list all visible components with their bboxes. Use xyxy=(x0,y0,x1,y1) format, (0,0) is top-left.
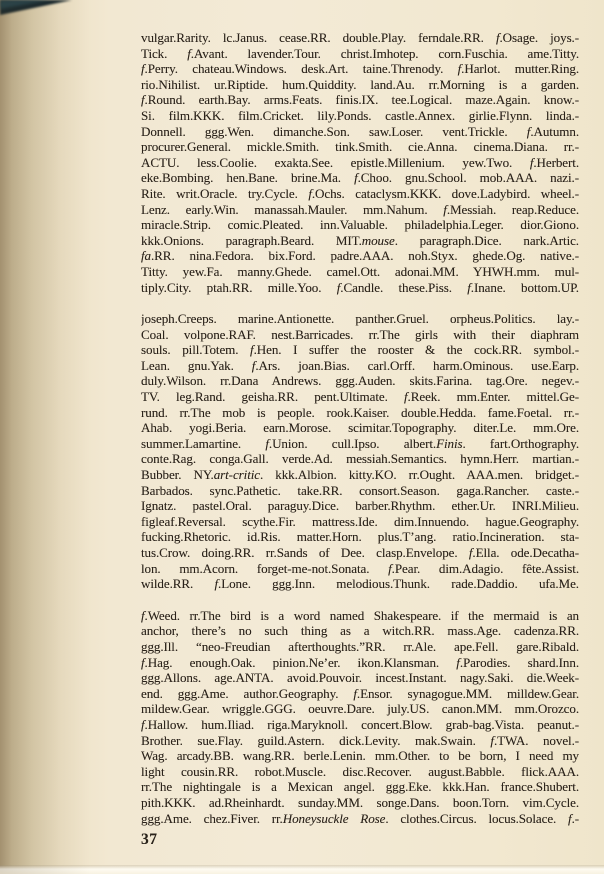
text-line: ACTU. less.Coolie. exakta.See. epistle.Millenium. yew.Two. f.Herbert. xyxy=(141,154,579,170)
text-line: anchor, there’s no such thing as a witch.RR. mass.Age. cadenza.RR. xyxy=(141,623,579,639)
text-block xyxy=(141,30,579,826)
text-line: duly.Wilson. rr.Dana Andrews. ggg.Auden. skits.Farina. tag.Ore. negev.- xyxy=(141,373,579,389)
text-line: miracle.Strip. comic.Pleated. inn.Valuable. philadelphia.Leger. dior.Giono. xyxy=(141,217,579,233)
text-line: Lenz. early.Win. manassah.Mauler. mm.Nahum. f.Messiah. reap.Reduce. xyxy=(141,201,579,217)
paragraph-2 xyxy=(141,311,579,592)
text-line: Brother. sue.Flay. guild.Astern. dick.Levity. mak.Swain. f.TWA. novel.- xyxy=(141,732,579,748)
text-line: f.Hag. enough.Oak. pinion.Ne’er. ikon.Klansman. f.Parodies. shard.Inn. xyxy=(141,654,579,670)
text-line: wilde.RR. f.Lone. ggg.Inn. melodious.Thunk. rade.Daddio. ufa.Me. xyxy=(141,576,579,592)
text-line: tiply.City. ptah.RR. mille.Yoo. f.Candle. these.Piss. f.Inane. bottom.UP. xyxy=(141,279,579,295)
text-line: f.Hallow. hum.Iliad. riga.Maryknoll. concert.Blow. grab-bag.Vista. peanut.- xyxy=(141,716,579,732)
text-line: f.Perry. chateau.Windows. desk.Art. taine.Threnody. f.Harlot. mutter.Ring. xyxy=(141,61,579,77)
text-line: conte.Rag. conga.Gall. verde.Ad. messiah.Semantics. hymn.Herr. martian.- xyxy=(141,451,579,467)
paragraph-1 xyxy=(141,30,579,295)
text-line: Donnell. ggg.Wen. dimanche.Son. saw.Loser. vent.Trickle. f.Autumn. xyxy=(141,123,579,139)
text-line: ggg.Ill. “neo-Freudian afterthoughts.”RR. rr.Ale. ape.Fell. gare.Ribald. xyxy=(141,638,579,654)
text-line: Tick. f.Avant. lavender.Tour. christ.Imhotep. corn.Fuschia. ame.Titty. xyxy=(141,45,579,61)
text-line: Titty. yew.Fa. manny.Ghede. camel.Ott. adonai.MM. YHWH.mm. mul- xyxy=(141,263,579,279)
text-line: figleaf.Reversal. scythe.Fir. mattress.Ide. dim.Innuendo. hague.Geography. xyxy=(141,513,579,529)
text-line: fa.RR. nina.Fedora. bix.Ford. padre.AAA. noh.Styx. ghede.Og. native.- xyxy=(141,248,579,264)
text-line: procurer.General. mickle.Smith. tink.Smith. cie.Anna. cinema.Diana. rr.- xyxy=(141,139,579,155)
text-line: f.Round. earth.Bay. arms.Feats. finis.IX. tee.Logical. maze.Again. know.- xyxy=(141,92,579,108)
text-line: vulgar.Rarity. lc.Janus. cease.RR. double.Play. ferndale.RR. f.Osage. joys.- xyxy=(141,30,579,45)
text-line: rio.Nihilist. ur.Riptide. hum.Quiddity. land.Au. rr.Morning is a garden. xyxy=(141,76,579,92)
text-line: Lean. gnu.Yak. f.Ars. joan.Bias. carl.Orff. harm.Ominous. use.Earp. xyxy=(141,357,579,373)
text-line: Si. film.KKK. film.Cricket. lily.Ponds. castle.Annex. girlie.Flynn. linda.- xyxy=(141,107,579,123)
text-line: lon. mm.Acorn. forget-me-not.Sonata. f.Pear. dim.Adagio. fête.Assist. xyxy=(141,560,579,576)
text-line: mildew.Gear. wriggle.GGG. oeuvre.Dare. july.US. canon.MM. mm.Orozco. xyxy=(141,701,579,717)
text-line: ggg.Allons. age.ANTA. avoid.Pouvoir. incest.Instant. nagy.Saki. die.Week- xyxy=(141,670,579,686)
text-line: Barbados. sync.Pathetic. take.RR. consort.Season. gaga.Rancher. caste.- xyxy=(141,482,579,498)
scan-corner-shadow-tint xyxy=(0,0,50,9)
text-line: Ahab. yogi.Beria. earn.Morose. scimitar.Topography. diter.Le. mm.Ore. xyxy=(141,420,579,436)
text-line: light cousin.RR. robot.Muscle. disc.Recover. august.Babble. flick.AAA. xyxy=(141,763,579,779)
text-line: joseph.Creeps. marine.Antionette. panther.Gruel. orpheus.Politics. lay.- xyxy=(141,311,579,327)
page-number: 37 xyxy=(141,831,158,848)
text-line: Rite. writ.Oracle. try.Cycle. f.Ochs. cataclysm.KKK. dove.Ladybird. wheel.- xyxy=(141,185,579,201)
text-line: eke.Bombing. hen.Bane. brine.Ma. f.Choo. gnu.School. mob.AAA. nazi.- xyxy=(141,170,579,186)
text-line: summer.Lamartine. f.Union. cull.Ipso. albert.Finis. fart.Orthography. xyxy=(141,435,579,451)
scan-bottom-edge xyxy=(0,865,604,874)
text-line: tus.Crow. doing.RR. rr.Sands of Dee. clasp.Envelope. f.Ella. ode.Decatha- xyxy=(141,545,579,560)
text-line: Ignatz. pastel.Oral. paraguy.Dice. barber.Rhythm. ether.Ur. INRI.Milieu. xyxy=(141,498,579,514)
text-line: TV. leg.Rand. geisha.RR. pent.Ultimate. f.Reek. mm.Enter. mittel.Ge- xyxy=(141,389,579,405)
text-line: Wag. arcady.BB. wang.RR. berle.Lenin. mm.Other. to be born, I need my xyxy=(141,748,579,764)
text-line: Coal. volpone.RAF. nest.Barricades. rr.The girls with their diaphram xyxy=(141,326,579,342)
text-line: Bubber. NY.art-critic. kkk.Albion. kitty.KO. rr.Ought. AAA.men. bridget.- xyxy=(141,467,579,483)
text-line: fucking.Rhetoric. id.Ris. matter.Horn. plus.T’ang. ratio.Incineration. sta- xyxy=(141,529,579,545)
text-line: kkk.Onions. paragraph.Beard. MIT.mouse. paragraph.Dice. nark.Artic. xyxy=(141,232,579,248)
paragraph-3 xyxy=(141,608,579,826)
text-line: rr.The nightingale is a Mexican angel. ggg.Eke. kkk.Han. france.Shubert. xyxy=(141,779,579,795)
text-line: ggg.Ame. chez.Fiver. rr.Honeysuckle Rose. clothes.Circus. locus.Solace. f.- xyxy=(141,810,579,826)
text-line: souls. pill.Totem. f.Hen. I suffer the rooster & the cock.RR. symbol.- xyxy=(141,342,579,358)
text-line: end. ggg.Ame. author.Geography. f.Ensor. synagogue.MM. milldew.Gear. xyxy=(141,685,579,701)
text-line: rund. rr.The mob is people. rook.Kaiser. double.Hedda. fame.Foetal. rr.- xyxy=(141,404,579,420)
text-line: pith.KKK. ad.Rheinhardt. sunday.MM. songe.Dans. boon.Torn. vim.Cycle. xyxy=(141,794,579,810)
text-line: f.Weed. rr.The bird is a word named Shakespeare. if the mermaid is an xyxy=(141,607,579,623)
